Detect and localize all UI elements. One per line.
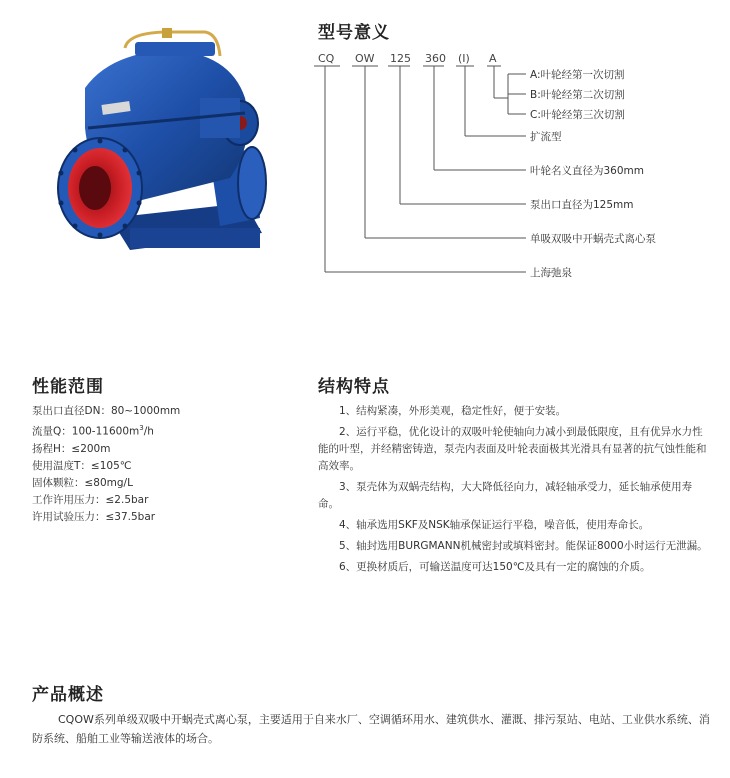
code-part-360: 360 (425, 52, 446, 65)
perf-temperature: 使用温度T：≤105℃ (32, 459, 132, 472)
feature-item-5: 5、轴封选用BURGMANN机械密封或填料密封。能保证8000小时运行无泄漏。 (339, 540, 708, 552)
perf-head: 扬程H：≤200m (32, 442, 111, 455)
code-part-i: (I) (458, 52, 470, 65)
perf-solids: 固体颗粒：≤80mg/L (32, 476, 133, 489)
perf-flow-unit: /h (143, 425, 154, 438)
meaning-outlet-diameter: 泵出口直径为125mm (530, 199, 634, 211)
feature-item-4: 4、轴承选用SKF及NSK轴承保证运行平稳，噪音低，使用寿命长。 (339, 519, 650, 531)
meaning-pump-type: 单吸双吸中开蜗壳式离心泵 (530, 233, 656, 245)
perf-working-pressure: 工作许用压力：≤2.5bar (32, 493, 149, 506)
feature-item-2: 2、运行平稳，优化设计的双吸叶轮使轴向力减小到最低限度，且有优异水力性能的叶型，并经精密铸造，泵壳内表面及叶轮表面极其光滑具有显著的抗气蚀性能和高效率。 (318, 426, 707, 472)
feature-item-1: 1、结构紧凑，外形美观，稳定性好，便于安装。 (339, 405, 567, 417)
perf-flow-sup: 3 (139, 424, 144, 432)
meaning-cut-c: C:叶轮经第三次切割 (530, 109, 625, 121)
features-list (318, 403, 713, 580)
overview-text: CQOW系列单级双吸中开蜗壳式离心泵，主要适用于自来水厂、空调循环用水、建筑供水、灌溉、排污泵站、电站、工业供水系统、消防系统、船舶工业等输送液体的场合。 (32, 713, 710, 745)
perf-flow (32, 420, 180, 441)
feature-item-6: 6、更换材质后，可输送温度可达150℃及具有一定的腐蚀的介质。 (339, 561, 651, 573)
perf-outlet-diameter: 泵出口直径DN：80~1000mm (32, 405, 181, 417)
model-meaning-title: 型号意义 (318, 23, 390, 43)
meaning-maker: 上海弛泉 (530, 267, 572, 279)
features-title: 结构特点 (318, 377, 390, 397)
overview-title: 产品概述 (32, 685, 104, 705)
meaning-expanded: 扩流型 (530, 131, 562, 143)
meaning-impeller-diameter: 叶轮名义直径为360mm (530, 165, 644, 177)
performance-list (32, 403, 180, 526)
code-part-125: 125 (390, 52, 411, 65)
lead-lines (0, 0, 730, 300)
meaning-cut-a: A:叶轮经第一次切割 (530, 69, 625, 81)
meaning-cut-b: B:叶轮经第二次切割 (530, 89, 625, 101)
code-part-ow: OW (355, 52, 375, 65)
perf-flow-value: 流量Q：100-11600m (32, 425, 140, 438)
code-part-a: A (489, 52, 497, 65)
perf-test-pressure: 许用试验压力：≤37.5bar (32, 510, 156, 523)
code-part-cq: CQ (318, 52, 335, 65)
performance-title: 性能范围 (32, 377, 104, 397)
feature-item-3: 3、泵壳体为双蜗壳结构，大大降低径向力，减轻轴承受力，延长轴承使用寿命。 (318, 481, 693, 510)
overview-body (32, 710, 712, 748)
